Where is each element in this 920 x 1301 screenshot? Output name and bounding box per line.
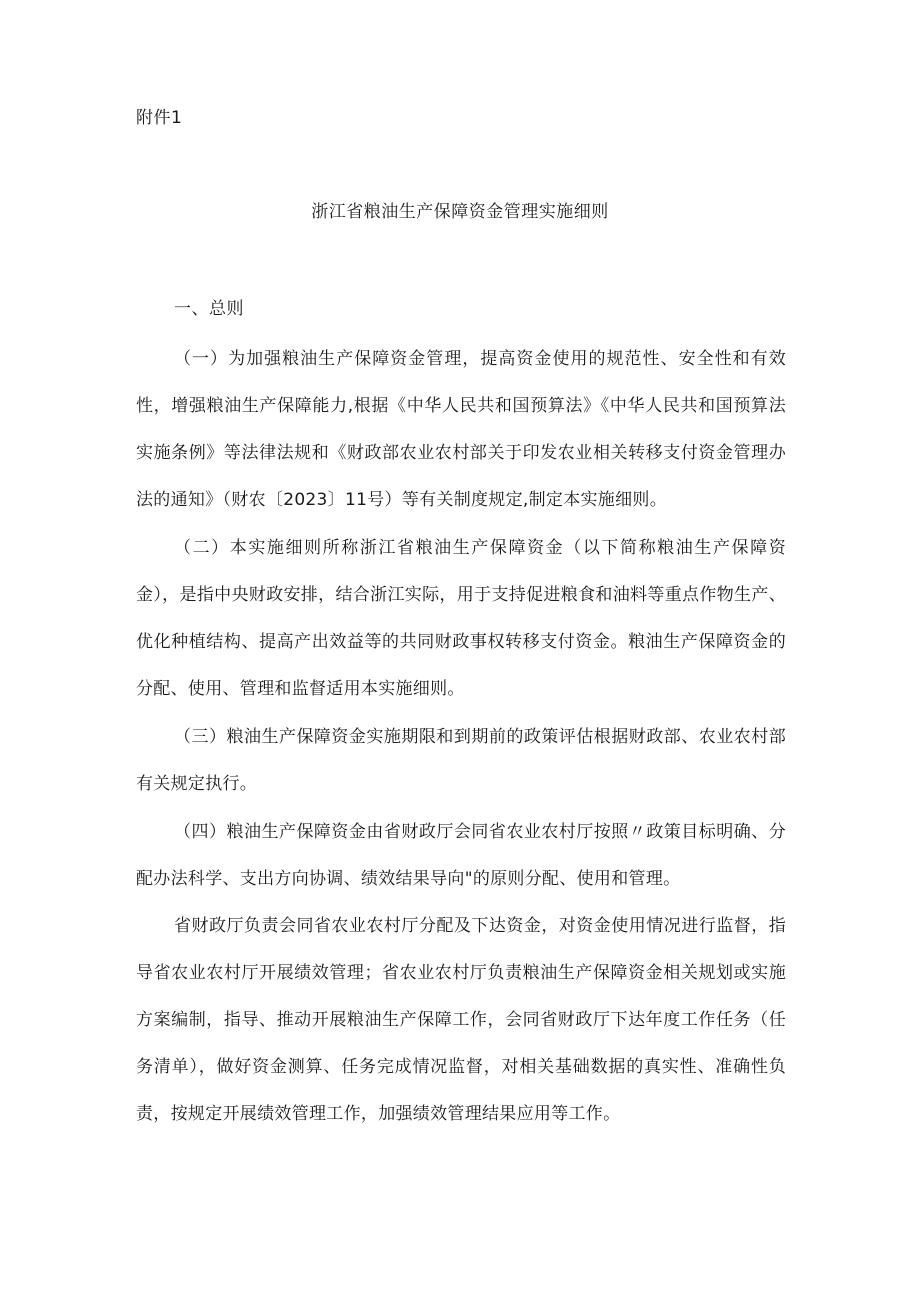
annex-label: 附件1 [136,108,183,128]
paragraph-1: （一）为加强粮油生产保障资金管理，提高资金使用的规范性、安全性和有效性，增强粮油生产保障能力,根据《中华人民共和国预算法》《中华人民共和国预算法实施条例》等法律法规和《财政部农业农村部关于印发农业相关转移支付资金管理办法的通知》（财农〔2023〕11号）等有关制度规定,制定本实施细则。 [136,349,786,510]
paragraph-2: （二）本实施细则所称浙江省粮油生产保障资金（以下简称粮油生产保障资金），是指中央财政安排，结合浙江实际，用于支持促进粮食和油料等重点作物生产、优化种植结构、提高产出效益等的共同财政事权转移支付资金。粮油生产保障资金的分配、使用、管理和监督适用本实施细则。 [136,538,786,699]
document-title: 浙江省粮油生产保障资金管理实施细则 [311,202,609,222]
paragraph-3: （三）粮油生产保障资金实施期限和到期前的政策评估根据财政部、农业农村部有关规定执行。 [136,727,786,794]
paragraph-4: （四）粮油生产保障资金由省财政厅会同省农业农村厅按照〃政策目标明确、分配办法科学、支出方向协调、绩效结果导向"的原则分配、使用和管理。 [136,822,786,889]
section-heading-general: 一、总则 [174,299,244,319]
paragraph-5: 省财政厅负责会同省农业农村厅分配及下达资金，对资金使用情况进行监督，指导省农业农村厅开展绩效管理；省农业农村厅负责粮油生产保障资金相关规划或实施方案编制，指导、推动开展粮油生产保障工作，会同省财政厅下达年度工作任务（任务清单），做好资金测算、任务完成情况监督，对相关基础数据的真实性、准确性负责，按规定开展绩效管理工作，加强绩效管理结果应用等工作。 [136,916,786,1124]
